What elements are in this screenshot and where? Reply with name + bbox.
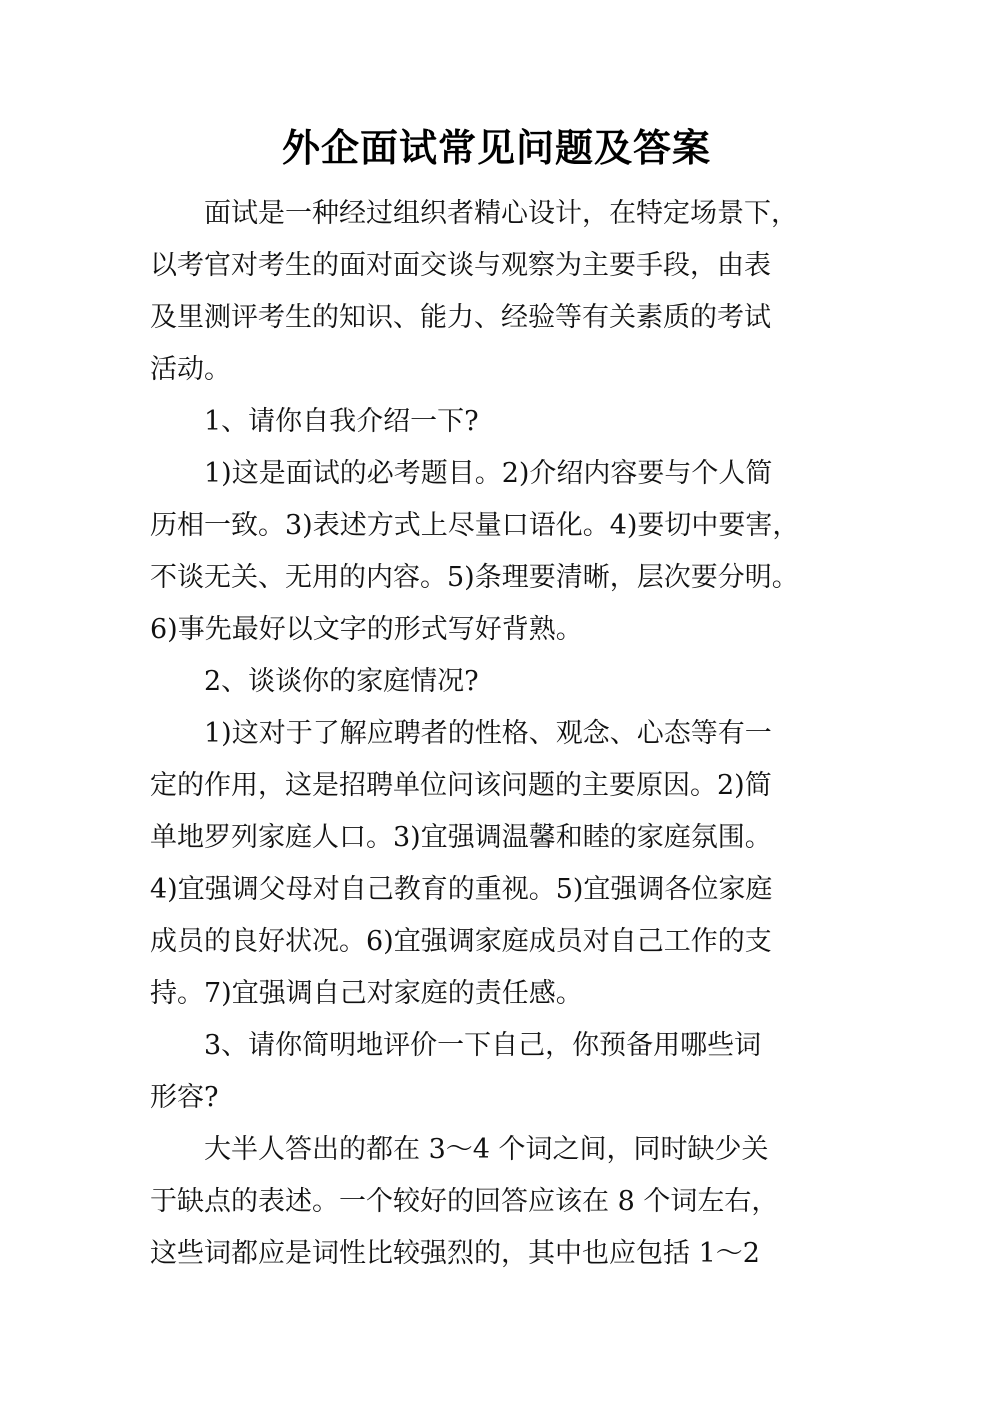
text-line: 不谈无关、无用的内容。5)条理要清晰，层次要分明。 (150, 562, 799, 593)
text-line: 6)事先最好以文字的形式写好背熟。 (150, 614, 583, 645)
text-line: 成员的良好状况。6)宜强调家庭成员对自己工作的支 (150, 926, 772, 957)
text-line: 定的作用，这是招聘单位问该问题的主要原因。2)简 (150, 770, 772, 801)
question-1: 1、请你自我介绍一下? (150, 406, 479, 437)
question-3: 3、请你简明地评价一下自己，你预备用哪些词 (150, 1030, 762, 1061)
text-line: 历相一致。3)表述方式上尽量口语化。4)要切中要害， (150, 510, 800, 541)
text-line: 这些词都应是词性比较强烈的，其中也应包括 1～2 (150, 1238, 760, 1269)
text-line: 以考官对考生的面对面交谈与观察为主要手段，由表 (150, 250, 771, 281)
text-line: 形容? (150, 1082, 219, 1113)
text-line: 及里测评考生的知识、能力、经验等有关素质的考试 (150, 302, 771, 333)
question-2: 2、谈谈你的家庭情况? (150, 666, 479, 697)
text-line: 于缺点的表述。一个较好的回答应该在 8 个词左右， (150, 1186, 779, 1217)
text-line: 面试是一种经过组织者精心设计，在特定场景下， (150, 198, 798, 229)
text-line: 1)这对于了解应聘者的性格、观念、心态等有一 (150, 718, 772, 749)
text-line: 持。7)宜强调自己对家庭的责任感。 (150, 978, 583, 1009)
text-line: 大半人答出的都在 3～4 个词之间，同时缺少关 (150, 1134, 769, 1165)
text-line: 4)宜强调父母对自己教育的重视。5)宜强调各位家庭 (150, 874, 773, 905)
text-line: 1)这是面试的必考题目。2)介绍内容要与个人简 (150, 458, 773, 489)
text-line: 单地罗列家庭人口。3)宜强调温馨和睦的家庭氛围。 (150, 822, 772, 853)
text-line: 活动。 (150, 354, 231, 385)
document-body (150, 188, 850, 1280)
document-title: 外企面试常见问题及答案 (281, 126, 711, 170)
